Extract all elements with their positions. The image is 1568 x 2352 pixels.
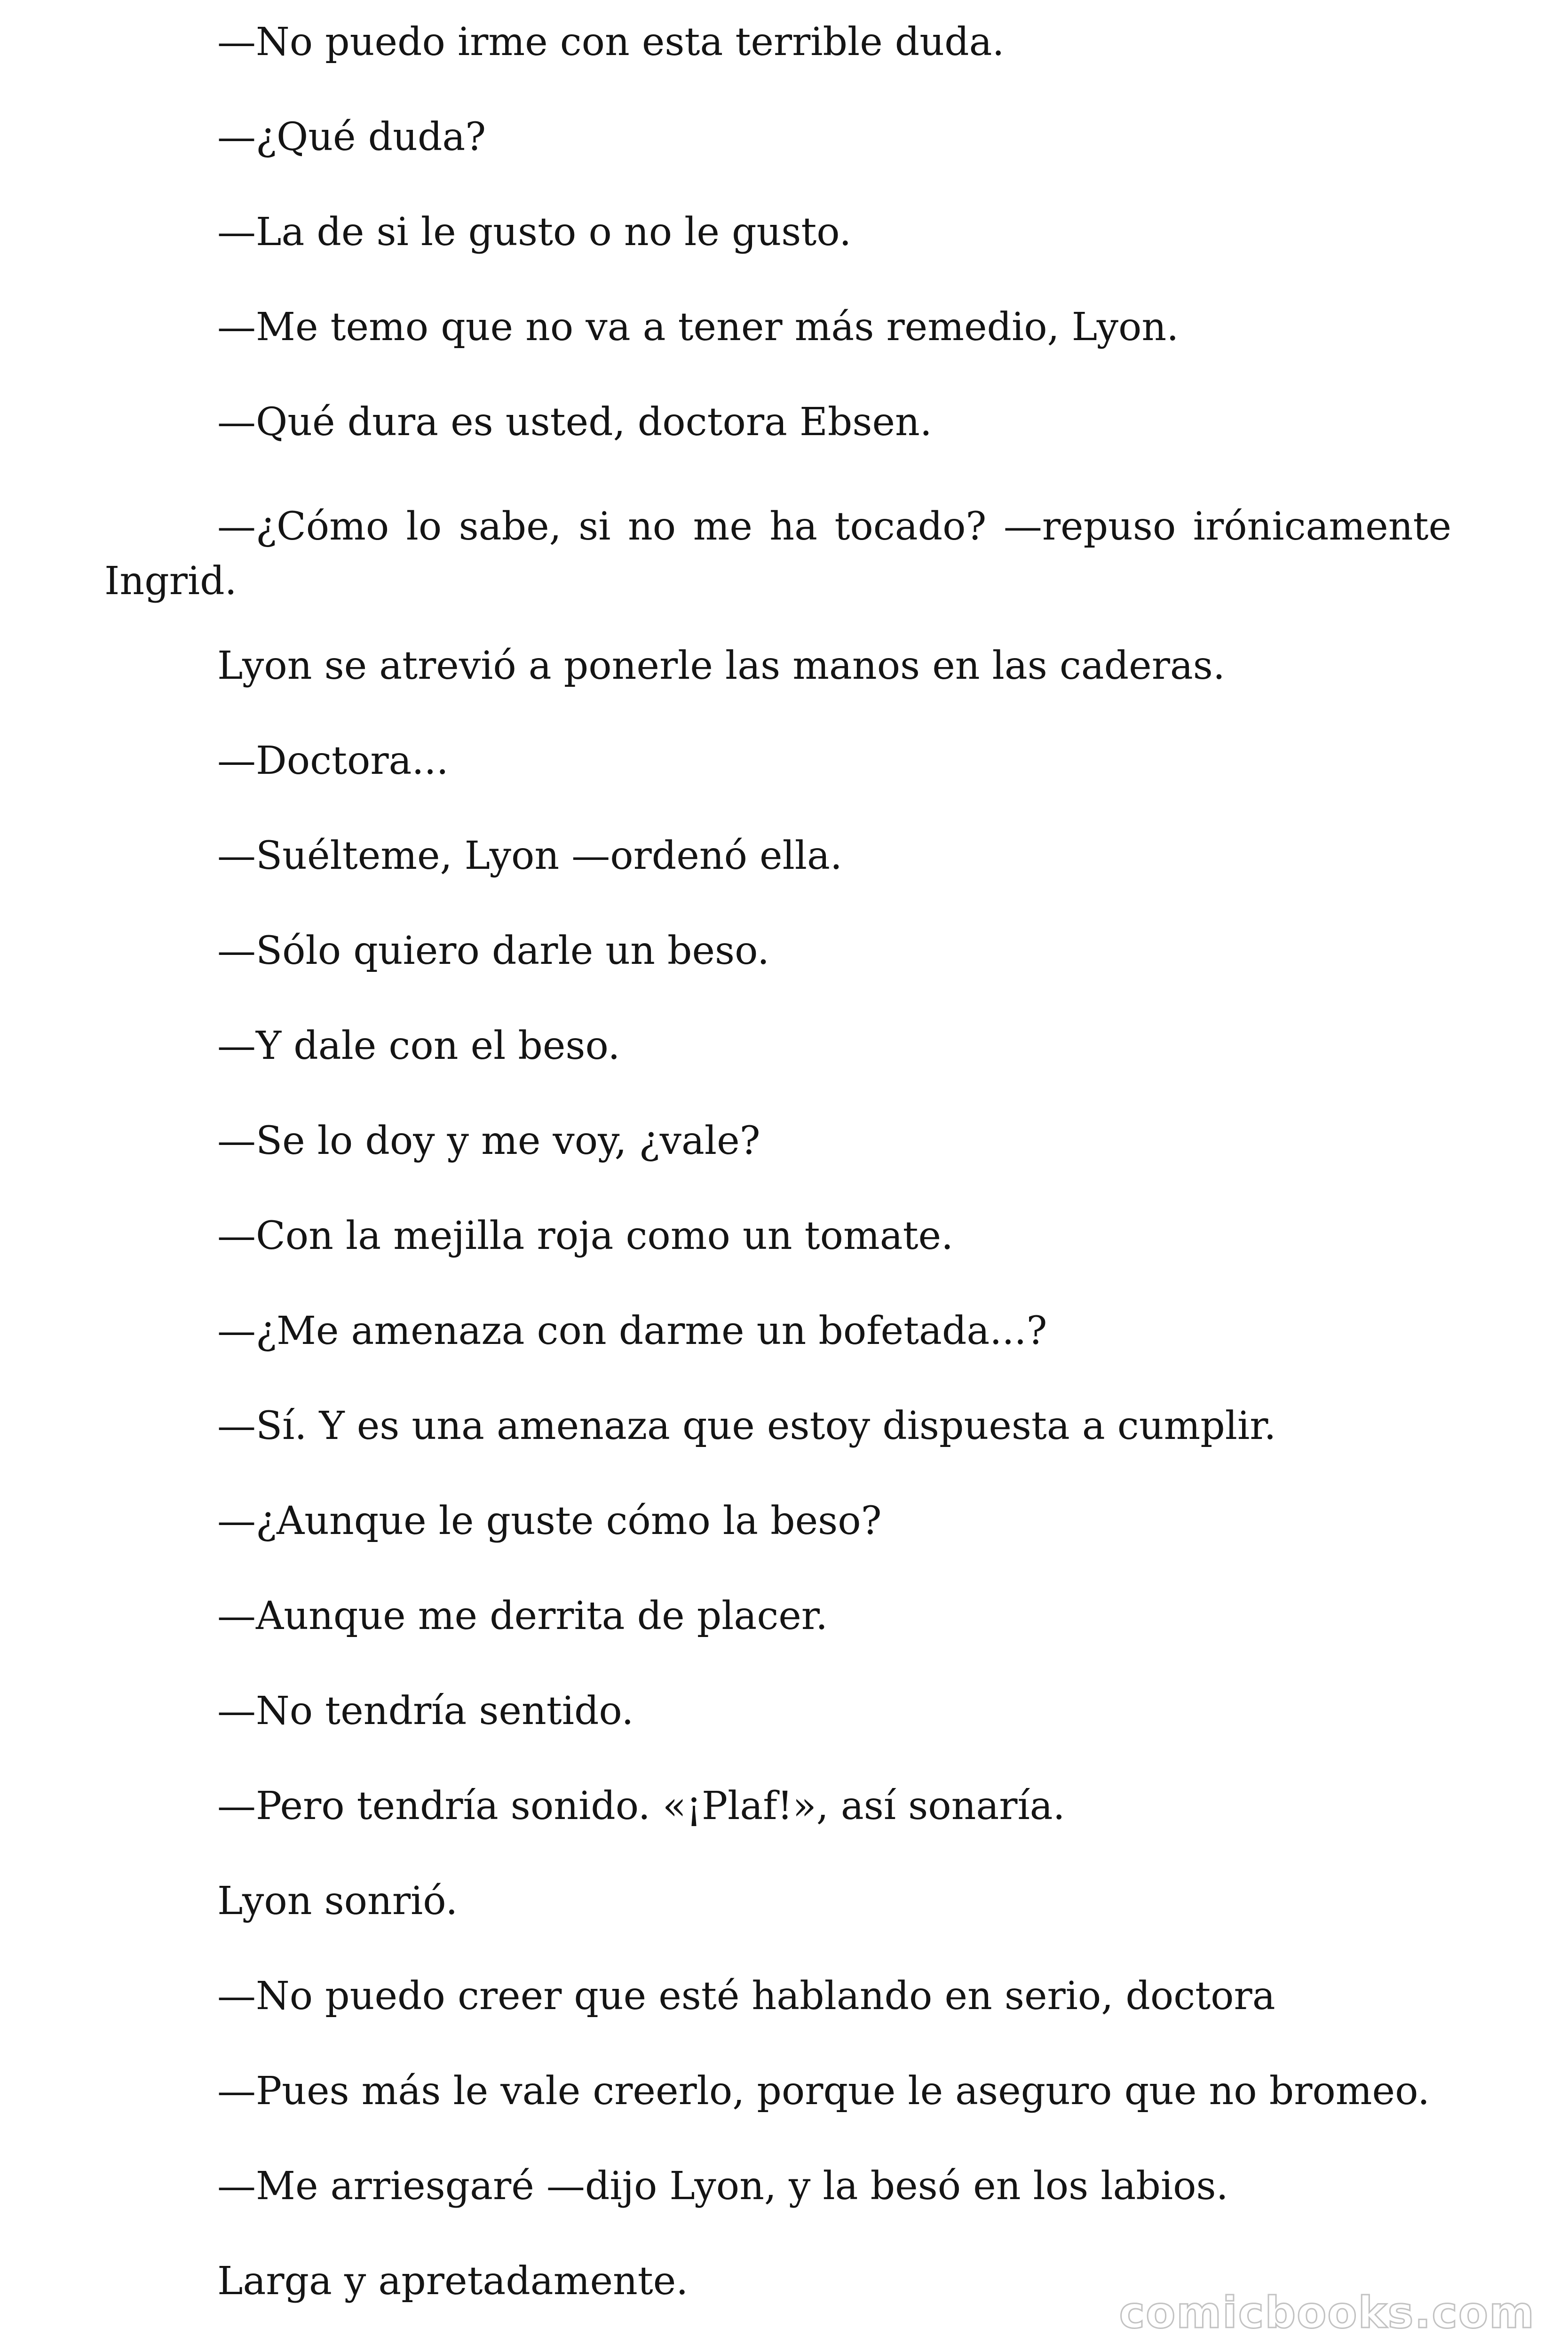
paragraph: —Sí. Y es una amenaza que estoy dispuesta a cumplir. — [217, 1404, 1276, 1448]
paragraph: —Pues más le vale creerlo, porque le aseguro que no bromeo. — [217, 2069, 1430, 2114]
paragraph: —Sólo quiero darle un beso. — [217, 929, 770, 973]
paragraph: —La de si le gusto o no le gusto. — [217, 210, 852, 254]
paragraph: —Suélteme, Lyon —ordenó ella. — [217, 834, 842, 878]
paragraph: —Aunque me derrita de placer. — [217, 1594, 828, 1638]
paragraph: Lyon se atrevió a ponerle las manos en las caderas. — [217, 644, 1225, 688]
paragraph: Lyon sonrió. — [217, 1879, 458, 1923]
paragraph: —Me temo que no va a tener más remedio, Lyon. — [217, 305, 1179, 350]
paragraph: —Me arriesgaré —dijo Lyon, y la besó en los labios. — [217, 2164, 1228, 2209]
paragraph: —Qué dura es usted, doctora Ebsen. — [217, 400, 932, 445]
paragraph: —Pero tendría sonido. «¡Plaf!», así sonaría. — [217, 1784, 1065, 1828]
paragraph: —Y dale con el beso. — [217, 1024, 620, 1068]
site-watermark: comicbooks.com — [1119, 2288, 1535, 2338]
paragraph: —¿Aunque le guste cómo la beso? — [217, 1499, 882, 1543]
paragraph: —Con la mejilla roja como un tomate. — [217, 1214, 954, 1258]
paragraph: —Se lo doy y me voy, ¿vale? — [217, 1119, 760, 1163]
paragraph: —No puedo irme con esta terrible duda. — [217, 20, 1005, 64]
paragraph: —¿Qué duda? — [217, 115, 486, 159]
paragraph: —Doctora... — [217, 739, 449, 783]
paragraph: —No tendría sentido. — [217, 1689, 634, 1733]
paragraph: Larga y apretadamente. — [217, 2259, 689, 2304]
text-body — [104, 0, 1451, 2334]
paragraph: —¿Cómo lo sabe, si no me ha tocado? —repuso irónicamente Ingrid. — [104, 504, 1451, 604]
paragraph: —¿Me amenaza con darme un bofetada...? — [217, 1309, 1047, 1353]
paragraph: —No puedo creer que esté hablando en serio, doctora — [217, 1974, 1275, 2018]
